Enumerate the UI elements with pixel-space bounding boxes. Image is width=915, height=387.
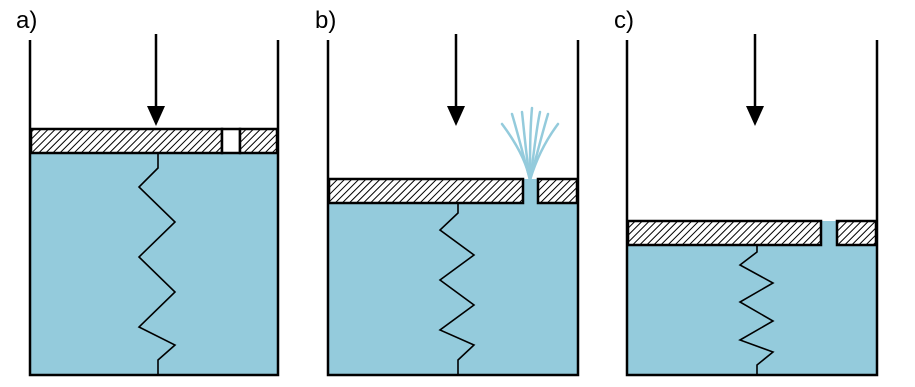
panel-b-hole-water [523, 179, 538, 203]
panel-b-water-spray-icon [502, 108, 558, 180]
panel-c-piston-left-segment [628, 221, 821, 245]
panel-b-piston-right-segment [538, 179, 577, 203]
panel-a-force-arrow-icon [147, 34, 165, 126]
panel-a-piston [31, 129, 277, 153]
panel-c-force-arrow-icon [746, 34, 764, 126]
panel-c-hole-water [821, 221, 837, 245]
panel-c-piston-right-segment [837, 221, 876, 245]
panel-b-force-arrow-icon [447, 34, 465, 126]
panel-c-label: c) [614, 7, 634, 34]
panel-c [614, 7, 877, 375]
panel-a-piston-right-segment [240, 129, 277, 153]
panel-b-piston-left-segment [329, 179, 523, 203]
panel-c-piston [628, 221, 876, 245]
panel-c-water [627, 245, 877, 375]
panel-a-piston-open-hole [222, 129, 240, 153]
panel-a-water [30, 153, 278, 375]
panel-a-label: a) [16, 7, 38, 34]
panel-a-piston-left-segment [31, 129, 222, 153]
panel-b-piston [329, 179, 577, 203]
panel-b [315, 7, 578, 375]
panel-a [16, 7, 278, 375]
panel-b-label: b) [315, 7, 337, 34]
